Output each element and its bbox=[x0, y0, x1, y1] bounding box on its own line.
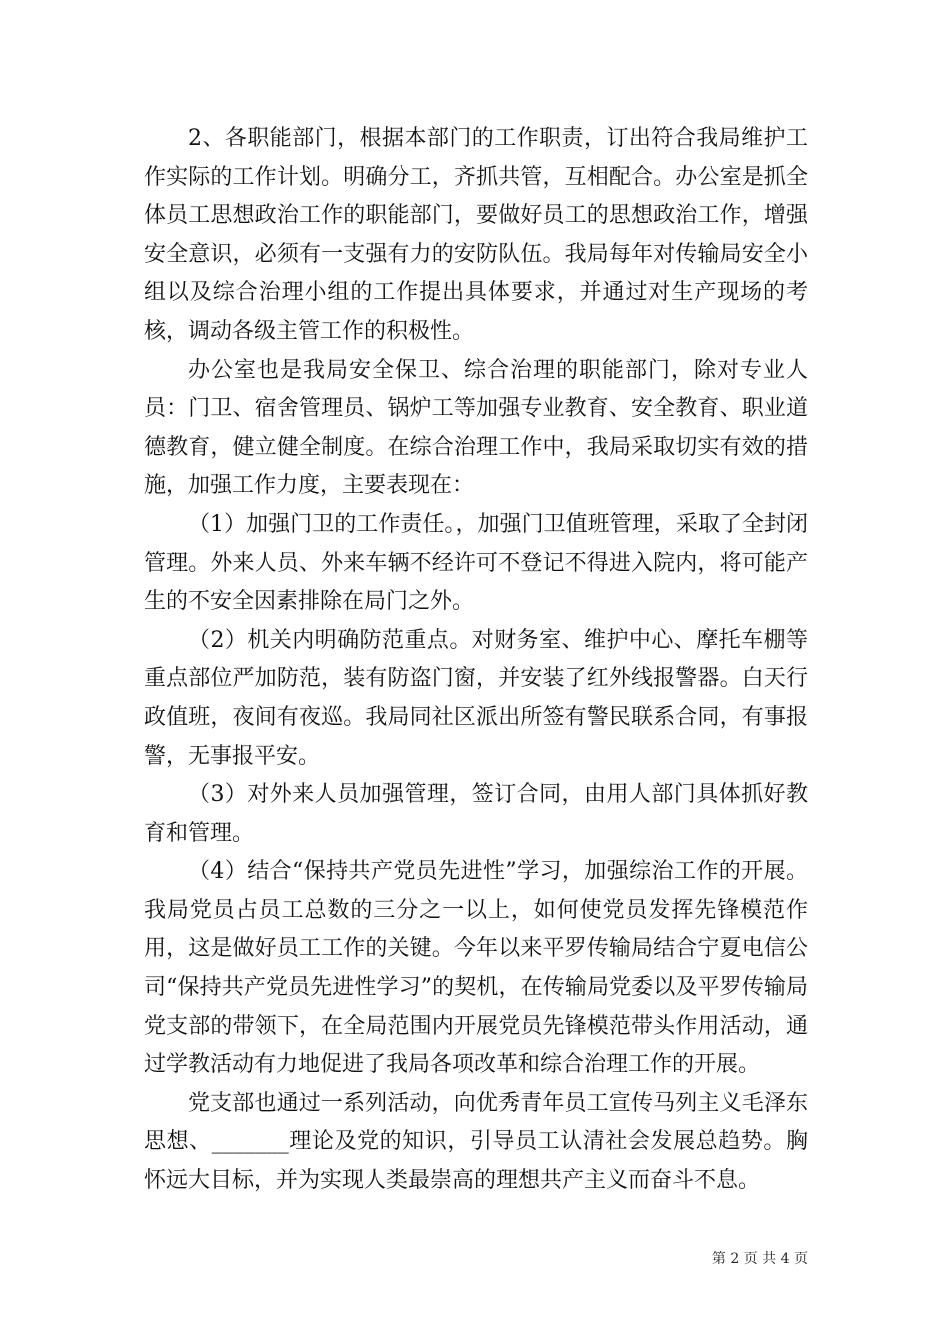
paragraph-4: （2）机关内明确防范重点。对财务室、维护中心、摩托车棚等重点部位严加防范，装有防盗门窗，并安装了红外线报警器。白天行政值班，夜间有夜巡。我局同社区派出所签有警民联系合同，有事报警，无事报平安。 bbox=[144, 627, 808, 769]
page-number-footer: 第 2 页 共 4 页 bbox=[711, 1251, 808, 1267]
paragraph-3: （1）加强门卫的工作责任。，加强门卫值班管理，采取了全封闭管理。外来人员、外来车辆不经许可不登记不得进入院内，将可能产生的不安全因素排除在局门之外。 bbox=[144, 511, 808, 615]
paragraph-5: （3）对外来人员加强管理，签订合同，由用人部门具体抓好教育和管理。 bbox=[144, 782, 808, 846]
document-body bbox=[144, 120, 808, 1201]
paragraph-1: 2、各职能部门，根据本部门的工作职责，订出符合我局维护工作实际的工作计划。明确分工，齐抓共管，互相配合。办公室是抓全体员工思想政治工作的职能部门，要做好员工的思想政治工作，增强安全意识，必须有一支强有力的安防队伍。我局每年对传输局安全小组以及综合治理小组的工作提出具体要求，并通过对生产现场的考核，调动各级主管工作的积极性。 bbox=[144, 126, 808, 344]
paragraph-2: 办公室也是我局安全保卫、综合治理的职能部门，除对专业人员：门卫、宿舍管理员、锅炉工等加强专业教育、安全教育、职业道德教育，健立健全制度。在综合治理工作中，我局采取切实有效的措施，加强工作力度，主要表现在： bbox=[144, 357, 808, 499]
paragraph-6: （4）结合“保持共产党员先进性”学习，加强综治工作的开展。我局党员占员工总数的三分之一以上，如何使党员发挥先锋模范作用，这是做好员工工作的关键。今年以来平罗传输局结合宁夏电信公司“保持共产党员先进性学习”的契机，在传输局党委以及平罗传输局党支部的带领下，在全局范围内开展党员先锋模范带头作用活动，通过学教活动有力地促进了我局各项改革和综合治理工作的开展。 bbox=[144, 859, 808, 1078]
paragraph-7: 党支部也通过一系列活动，向优秀青年员工宣传马列主义毛泽东思想、_______理论及党的知识，引导员工认清社会发展总趋势。胸怀远大目标，并为实现人类最崇高的理想共产主义而奋斗不息。 bbox=[144, 1090, 808, 1194]
